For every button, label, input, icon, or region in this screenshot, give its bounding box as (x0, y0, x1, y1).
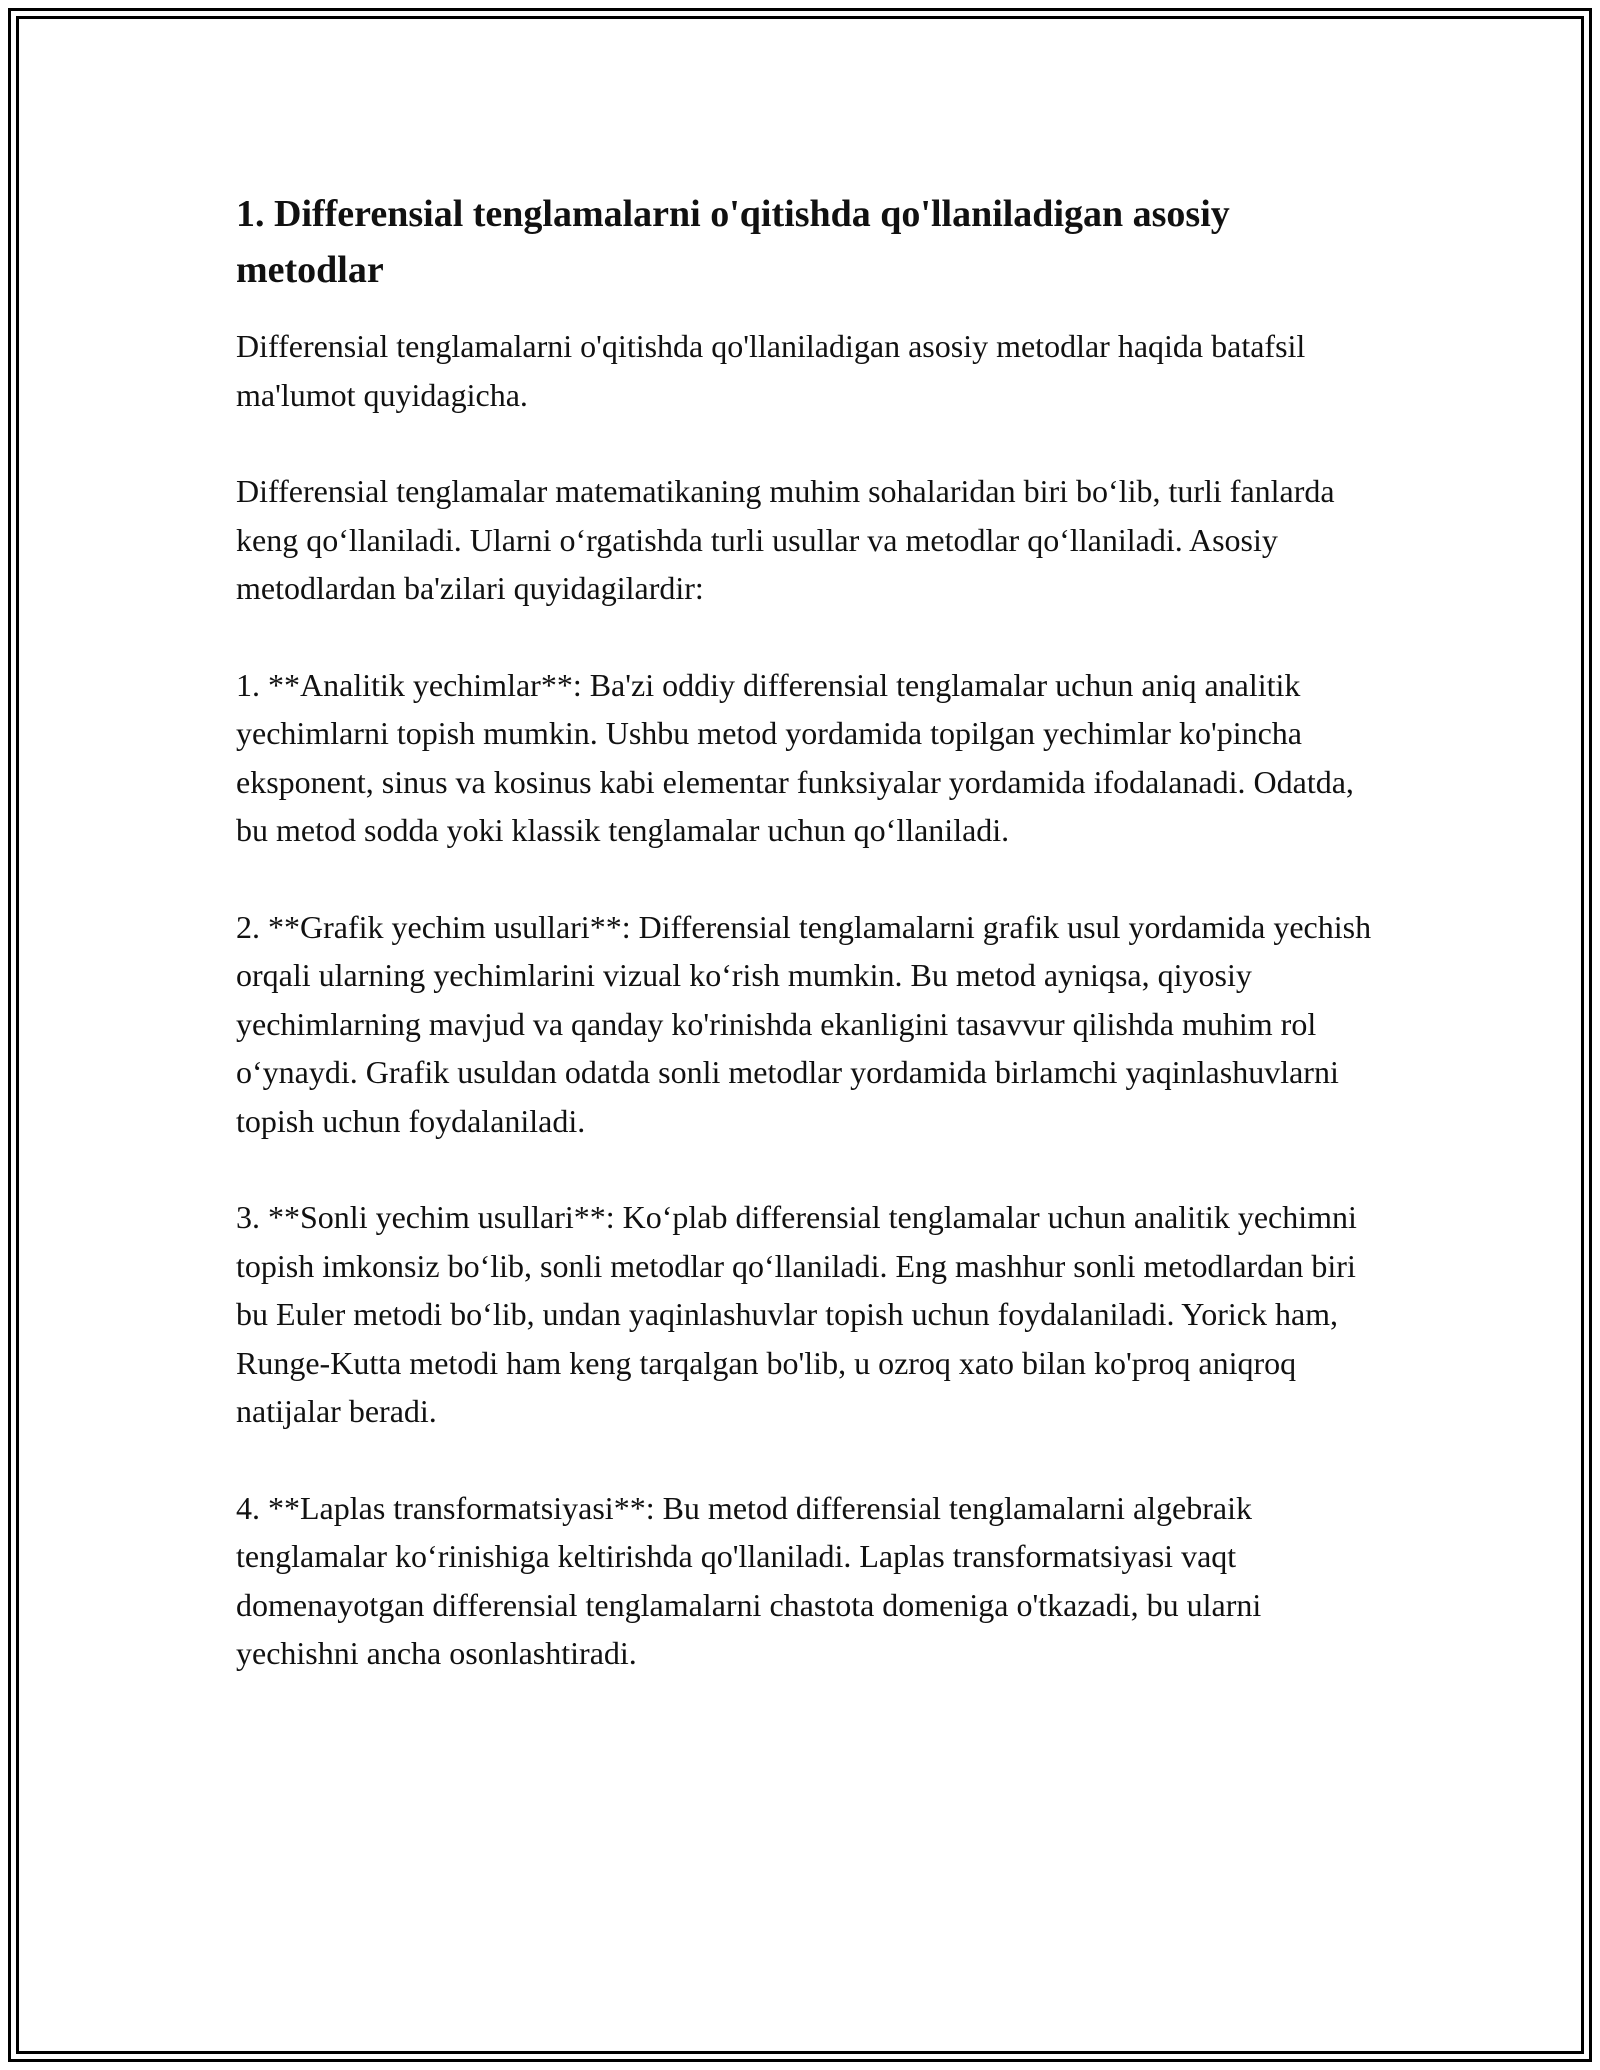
method-numeric-paragraph: 3. **Sonli yechim usullari**: Ko‘plab differensial tenglamalar uchun analitik yechimni topish imkonsiz bo‘lib, sonli metodlar qo‘llaniladi. Eng mashhur sonli metodlardan biri bu Euler metodi bo‘lib, undan yaqinlashuvlar topish uchun foydalaniladi. Yorick ham, Runge-Kutta metodi ham keng tarqalgan bo'lib, u ozroq xato bilan ko'proq aniqroq natijalar beradi. (236, 1199, 1357, 1429)
document-body (236, 186, 1376, 1726)
method-laplace-paragraph: 4. **Laplas transformatsiyasi**: Bu metod differensial tenglamalarni algebraik tenglamalar ko‘rinishiga keltirishda qo'llaniladi. Laplas transformatsiyasi vaqt domenayotgan differensial tenglamalarni chastota domeniga o'tkazadi, bu ularni yechishni ancha osonlashtiradi. (236, 1489, 1262, 1671)
method-analytic-paragraph: 1. **Analitik yechimlar**: Ba'zi oddiy differensial tenglamalar uchun aniq analitik yechimlarni topish mumkin. Ushbu metod yordamida topilgan yechimlar ko'pincha eksponent, sinus va kosinus kabi elementar funksiyalar yordamida ifodalanadi. Odatda, bu metod sodda yoki klassik tenglamalar uchun qo‘llaniladi. (236, 666, 1354, 848)
document-title: 1. Differensial tenglamalarni o'qitishda qo'llaniladigan asosiy metodlar (236, 193, 1230, 291)
method-graphic-paragraph: 2. **Grafik yechim usullari**: Differensial tenglamalarni grafik usul yordamida yechish orqali ularning yechimlarini vizual ko‘rish mumkin. Bu metod ayniqsa, qiyosiy yechimlarning mavjud va qanday ko'rinishda ekanligini tasavvur qilishda muhim rol o‘ynaydi. Grafik usuldan odatda sonli metodlar yordamida birlamchi yaqinlashuvlarni topish uchun foydalaniladi. (236, 908, 1372, 1139)
overview-paragraph: Differensial tenglamalar matematikaning muhim sohalaridan biri bo‘lib, turli fanlarda keng qo‘llaniladi. Ularni o‘rgatishda turli usullar va metodlar qo‘llaniladi. Asosiy metodlardan ba'zilari quyidagilardir: (236, 473, 1335, 606)
intro-paragraph: Differensial tenglamalarni o'qitishda qo'llaniladigan asosiy metodlar haqida batafsil ma'lumot quyidagicha. (236, 328, 1306, 413)
